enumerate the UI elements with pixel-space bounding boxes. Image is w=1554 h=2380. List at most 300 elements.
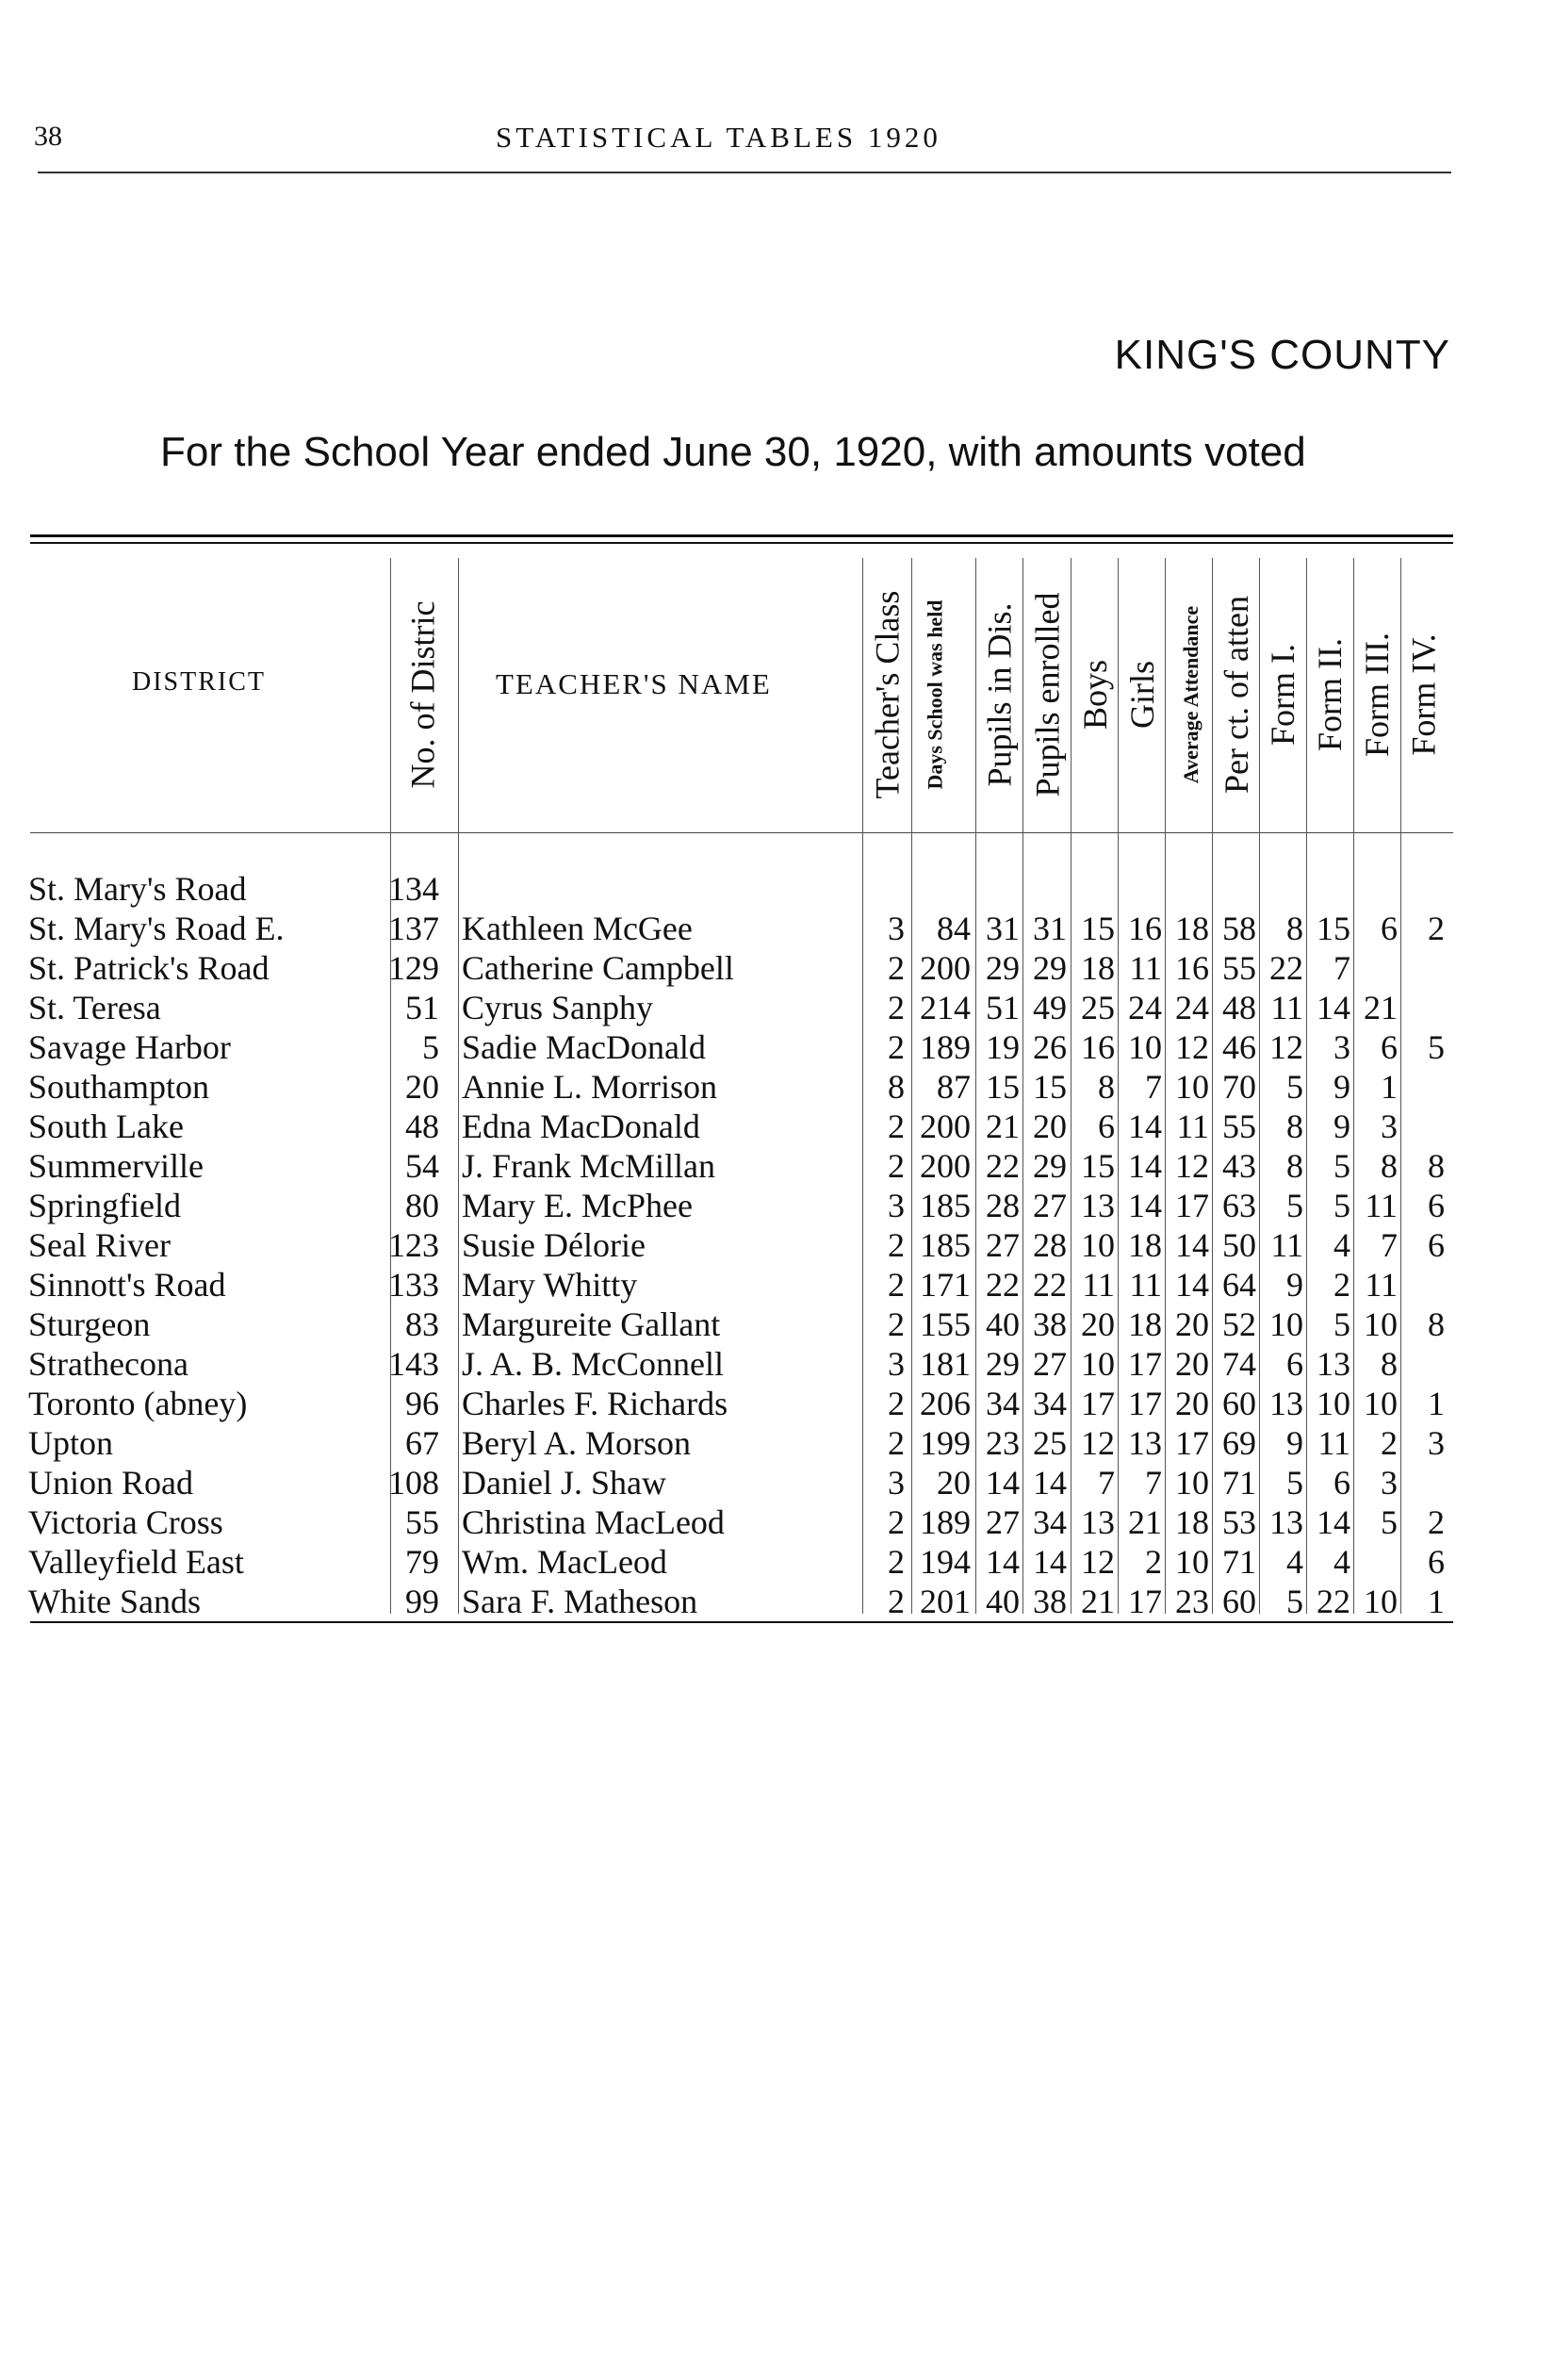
cell-girls: 17 — [1128, 1385, 1162, 1422]
cell-pct: 58 — [1222, 910, 1256, 947]
cell-f4: 6 — [1428, 1187, 1445, 1224]
cell-district: Sturgeon — [28, 1305, 151, 1343]
cell-district: Union Road — [28, 1464, 193, 1502]
cell-pct: 64 — [1222, 1266, 1256, 1304]
cell-class: 3 — [888, 1187, 905, 1224]
cell-f2: 22 — [1317, 1583, 1350, 1620]
cell-boys: 15 — [1081, 910, 1115, 947]
cell-f2: 14 — [1317, 1503, 1350, 1541]
cell-enrolled: 22 — [1033, 1266, 1067, 1304]
cell-teacher: Annie L. Morrison — [462, 1068, 717, 1106]
cell-f2: 5 — [1333, 1305, 1350, 1343]
cell-girls: 24 — [1128, 989, 1162, 1026]
cell-pct: 48 — [1222, 989, 1256, 1026]
cell-f4: 1 — [1428, 1385, 1445, 1422]
cell-boys: 12 — [1081, 1424, 1115, 1462]
cell-f2: 9 — [1333, 1108, 1350, 1145]
cell-district: Sinnott's Road — [28, 1266, 226, 1304]
cell-boys: 8 — [1098, 1068, 1115, 1106]
table-top-rule-2 — [30, 542, 1453, 544]
cell-enrolled: 49 — [1033, 989, 1067, 1026]
cell-pupils-dis: 15 — [986, 1068, 1020, 1106]
cell-class: 2 — [888, 1543, 905, 1581]
cell-no: 123 — [388, 1226, 439, 1264]
header-form-4: Form IV. — [1405, 633, 1444, 756]
table-row — [0, 1027, 1554, 1067]
cell-girls: 17 — [1128, 1345, 1162, 1383]
cell-f3: 5 — [1381, 1503, 1398, 1541]
cell-f2: 3 — [1333, 1028, 1350, 1066]
cell-days: 155 — [920, 1305, 971, 1343]
cell-pupils-dis: 34 — [986, 1385, 1020, 1422]
cell-class: 3 — [888, 1345, 905, 1383]
table-row — [0, 948, 1554, 988]
cell-f2: 6 — [1333, 1464, 1350, 1502]
cell-f1: 13 — [1269, 1503, 1303, 1541]
cell-class: 2 — [888, 1226, 905, 1264]
cell-teacher: Beryl A. Morson — [462, 1424, 691, 1462]
table-row — [0, 1344, 1554, 1384]
header-pupils-in-dis: Pupils in Dis. — [981, 602, 1020, 787]
cell-f1: 5 — [1286, 1068, 1303, 1106]
cell-girls: 18 — [1128, 1305, 1162, 1343]
cell-district: Strathecona — [28, 1345, 188, 1383]
cell-f1: 12 — [1269, 1028, 1303, 1066]
cell-district: Toronto (abney) — [28, 1385, 248, 1422]
cell-pct: 63 — [1222, 1187, 1256, 1224]
cell-teacher: J. A. B. McConnell — [462, 1345, 725, 1383]
cell-f1: 5 — [1286, 1583, 1303, 1620]
cell-girls: 16 — [1128, 910, 1162, 947]
cell-pupils-dis: 29 — [986, 949, 1020, 987]
cell-teacher: Edna MacDonald — [462, 1108, 700, 1145]
cell-f4: 5 — [1428, 1028, 1445, 1066]
cell-class: 2 — [888, 1108, 905, 1145]
header-teacher-name: TEACHER'S NAME — [496, 667, 772, 700]
cell-teacher: Charles F. Richards — [462, 1385, 728, 1422]
cell-avg: 18 — [1175, 1503, 1209, 1541]
table-row — [0, 1502, 1554, 1542]
cell-teacher: Wm. MacLeod — [462, 1543, 667, 1581]
cell-f3: 10 — [1364, 1583, 1398, 1620]
cell-girls: 7 — [1145, 1068, 1162, 1106]
table-row — [0, 1423, 1554, 1463]
cell-teacher: Daniel J. Shaw — [462, 1464, 666, 1502]
cell-f4: 6 — [1428, 1226, 1445, 1264]
cell-avg: 24 — [1175, 989, 1209, 1026]
table-row — [0, 1305, 1554, 1344]
cell-f3: 8 — [1381, 1345, 1398, 1383]
cell-f3: 2 — [1381, 1424, 1398, 1462]
cell-enrolled: 31 — [1033, 910, 1067, 947]
cell-class: 2 — [888, 1583, 905, 1620]
cell-no: 54 — [405, 1147, 439, 1185]
header-bottom-rule — [30, 832, 1453, 833]
cell-boys: 15 — [1081, 1147, 1115, 1185]
cell-class: 2 — [888, 1424, 905, 1462]
cell-class: 2 — [888, 1305, 905, 1343]
cell-class: 3 — [888, 910, 905, 947]
cell-teacher: Sadie MacDonald — [462, 1028, 706, 1066]
cell-f1: 6 — [1286, 1345, 1303, 1383]
cell-no: 79 — [405, 1543, 439, 1581]
cell-boys: 11 — [1082, 1266, 1115, 1304]
cell-f2: 7 — [1333, 949, 1350, 987]
cell-no: 5 — [422, 1028, 439, 1066]
cell-days: 194 — [920, 1543, 971, 1581]
header-form-1: Form I. — [1264, 644, 1301, 746]
cell-enrolled: 38 — [1033, 1583, 1067, 1620]
cell-district: St. Mary's Road E. — [28, 910, 285, 947]
cell-girls: 18 — [1128, 1226, 1162, 1264]
cell-enrolled: 26 — [1033, 1028, 1067, 1066]
cell-district: St. Mary's Road — [28, 870, 247, 908]
cell-enrolled: 27 — [1033, 1187, 1067, 1224]
cell-avg: 12 — [1175, 1028, 1209, 1066]
header-boys: Boys — [1076, 659, 1114, 730]
cell-f3: 10 — [1364, 1385, 1398, 1422]
cell-district: Victoria Cross — [28, 1503, 223, 1541]
cell-f3: 11 — [1365, 1187, 1398, 1224]
cell-f3: 3 — [1381, 1464, 1398, 1502]
cell-pct: 55 — [1222, 1108, 1256, 1145]
cell-district: Springfield — [28, 1187, 181, 1224]
cell-pct: 74 — [1222, 1345, 1256, 1383]
cell-no: 108 — [388, 1464, 439, 1502]
cell-days: 189 — [920, 1503, 971, 1541]
cell-pupils-dis: 22 — [986, 1266, 1020, 1304]
cell-f1: 9 — [1286, 1266, 1303, 1304]
cell-class: 2 — [888, 1147, 905, 1185]
cell-boys: 6 — [1098, 1108, 1115, 1145]
header-per-cent-attendance: Per ct. of atten — [1218, 596, 1256, 794]
cell-f1: 5 — [1286, 1464, 1303, 1502]
cell-girls: 7 — [1145, 1464, 1162, 1502]
cell-pct: 70 — [1222, 1068, 1256, 1106]
cell-avg: 12 — [1175, 1147, 1209, 1185]
cell-enrolled: 14 — [1033, 1464, 1067, 1502]
cell-f1: 11 — [1270, 1226, 1303, 1264]
cell-girls: 13 — [1128, 1424, 1162, 1462]
cell-girls: 11 — [1129, 949, 1162, 987]
cell-avg: 14 — [1175, 1266, 1209, 1304]
cell-no: 99 — [405, 1583, 439, 1620]
cell-pct: 43 — [1222, 1147, 1256, 1185]
table-row — [0, 1463, 1554, 1502]
cell-pupils-dis: 29 — [986, 1345, 1020, 1383]
table-row — [0, 1542, 1554, 1582]
cell-district: White Sands — [28, 1583, 201, 1620]
cell-f2: 9 — [1333, 1068, 1350, 1106]
cell-f2: 14 — [1317, 989, 1350, 1026]
head-rule — [38, 172, 1451, 173]
cell-district: St. Patrick's Road — [28, 949, 270, 987]
cell-f1: 4 — [1286, 1543, 1303, 1581]
table-row — [0, 1384, 1554, 1423]
cell-pupils-dis: 19 — [986, 1028, 1020, 1066]
header-form-3: Form III. — [1358, 632, 1397, 757]
table-top-rule — [30, 534, 1453, 537]
cell-enrolled: 38 — [1033, 1305, 1067, 1343]
cell-pupils-dis: 27 — [986, 1226, 1020, 1264]
cell-avg: 17 — [1175, 1424, 1209, 1462]
cell-enrolled: 20 — [1033, 1108, 1067, 1145]
cell-pupils-dis: 40 — [986, 1305, 1020, 1343]
cell-days: 200 — [920, 1147, 971, 1185]
header-girls: Girls — [1123, 661, 1161, 729]
cell-pupils-dis: 21 — [986, 1108, 1020, 1145]
cell-f1: 22 — [1269, 949, 1303, 987]
cell-f1: 9 — [1286, 1424, 1303, 1462]
cell-pupils-dis: 31 — [986, 910, 1020, 947]
table-row — [0, 1582, 1554, 1621]
table-row — [0, 909, 1554, 948]
cell-pct: 69 — [1222, 1424, 1256, 1462]
cell-f4: 8 — [1428, 1147, 1445, 1185]
cell-f2: 5 — [1333, 1187, 1350, 1224]
cell-pct: 46 — [1222, 1028, 1256, 1066]
cell-f3: 1 — [1381, 1068, 1398, 1106]
table-row — [0, 1067, 1554, 1107]
cell-no: 83 — [405, 1305, 439, 1343]
cell-teacher: Mary E. McPhee — [462, 1187, 693, 1224]
table-row — [0, 988, 1554, 1027]
cell-pct: 60 — [1222, 1385, 1256, 1422]
header-teachers-class: Teacher's Class — [868, 590, 907, 799]
cell-girls: 14 — [1128, 1108, 1162, 1145]
cell-teacher: Catherine Campbell — [462, 949, 734, 987]
cell-pct: 71 — [1222, 1543, 1256, 1581]
cell-f2: 4 — [1333, 1543, 1350, 1581]
table-row — [0, 1265, 1554, 1305]
page-number: 38 — [34, 121, 62, 152]
cell-f2: 11 — [1317, 1424, 1350, 1462]
cell-f1: 13 — [1269, 1385, 1303, 1422]
cell-days: 171 — [920, 1266, 971, 1304]
cell-f2: 4 — [1333, 1226, 1350, 1264]
cell-teacher: Mary Whitty — [462, 1266, 638, 1304]
cell-boys: 10 — [1081, 1226, 1115, 1264]
cell-girls: 10 — [1128, 1028, 1162, 1066]
cell-f3: 8 — [1381, 1147, 1398, 1185]
cell-pupils-dis: 23 — [986, 1424, 1020, 1462]
cell-f2: 5 — [1333, 1147, 1350, 1185]
cell-district: Upton — [28, 1424, 113, 1462]
cell-no: 137 — [388, 910, 439, 947]
cell-days: 20 — [937, 1464, 971, 1502]
cell-pct: 53 — [1222, 1503, 1256, 1541]
cell-avg: 10 — [1175, 1543, 1209, 1581]
cell-days: 84 — [937, 910, 971, 947]
cell-f3: 6 — [1381, 910, 1398, 947]
cell-no: 96 — [405, 1385, 439, 1422]
cell-no: 67 — [405, 1424, 439, 1462]
cell-avg: 16 — [1175, 949, 1209, 987]
cell-days: 200 — [920, 1108, 971, 1145]
cell-girls: 21 — [1128, 1503, 1162, 1541]
cell-no: 143 — [388, 1345, 439, 1383]
table-row — [0, 1186, 1554, 1225]
cell-girls: 14 — [1128, 1147, 1162, 1185]
cell-boys: 13 — [1081, 1187, 1115, 1224]
cell-girls: 17 — [1128, 1583, 1162, 1620]
cell-boys: 18 — [1081, 949, 1115, 987]
cell-f2: 13 — [1317, 1345, 1350, 1383]
cell-district: South Lake — [28, 1108, 184, 1145]
cell-f1: 8 — [1286, 1108, 1303, 1145]
cell-f2: 15 — [1317, 910, 1350, 947]
cell-class: 2 — [888, 1028, 905, 1066]
county-title: KING'S COUNTY — [1114, 332, 1450, 378]
cell-f3: 6 — [1381, 1028, 1398, 1066]
cell-boys: 21 — [1081, 1583, 1115, 1620]
cell-avg: 17 — [1175, 1187, 1209, 1224]
cell-f4: 8 — [1428, 1305, 1445, 1343]
cell-class: 2 — [888, 949, 905, 987]
cell-pct: 71 — [1222, 1464, 1256, 1502]
cell-f1: 8 — [1286, 910, 1303, 947]
cell-teacher: Kathleen McGee — [462, 910, 693, 947]
cell-no: 80 — [405, 1187, 439, 1224]
cell-days: 200 — [920, 949, 971, 987]
cell-days: 87 — [937, 1068, 971, 1106]
cell-no: 55 — [405, 1503, 439, 1541]
cell-pct: 60 — [1222, 1583, 1256, 1620]
cell-district: Seal River — [28, 1226, 171, 1264]
cell-pct: 55 — [1222, 949, 1256, 987]
table-subtitle: For the School Year ended June 30, 1920, with amounts voted — [160, 429, 1306, 475]
cell-f3: 11 — [1365, 1266, 1398, 1304]
cell-f4: 3 — [1428, 1424, 1445, 1462]
cell-f3: 10 — [1364, 1305, 1398, 1343]
table-row — [0, 869, 1554, 909]
cell-no: 129 — [388, 949, 439, 987]
cell-class: 8 — [888, 1068, 905, 1106]
cell-f1: 10 — [1269, 1305, 1303, 1343]
cell-f3: 7 — [1381, 1226, 1398, 1264]
cell-no: 51 — [405, 989, 439, 1026]
cell-district: St. Teresa — [28, 989, 161, 1026]
cell-f3: 3 — [1381, 1108, 1398, 1145]
cell-pupils-dis: 14 — [986, 1464, 1020, 1502]
cell-avg: 23 — [1175, 1583, 1209, 1620]
cell-days: 185 — [920, 1187, 971, 1224]
cell-teacher: Margureite Gallant — [462, 1305, 721, 1343]
cell-enrolled: 34 — [1033, 1385, 1067, 1422]
cell-avg: 10 — [1175, 1464, 1209, 1502]
cell-class: 2 — [888, 1266, 905, 1304]
cell-pct: 52 — [1222, 1305, 1256, 1343]
cell-boys: 7 — [1098, 1464, 1115, 1502]
cell-district: Summerville — [28, 1147, 204, 1185]
cell-class: 2 — [888, 1503, 905, 1541]
cell-f4: 6 — [1428, 1543, 1445, 1581]
cell-boys: 16 — [1081, 1028, 1115, 1066]
cell-pupils-dis: 51 — [986, 989, 1020, 1026]
cell-f3: 21 — [1364, 989, 1398, 1026]
cell-days: 199 — [920, 1424, 971, 1462]
cell-avg: 20 — [1175, 1305, 1209, 1343]
table-row — [0, 1107, 1554, 1146]
cell-avg: 20 — [1175, 1345, 1209, 1383]
header-no-of-district: No. of Distric — [403, 600, 441, 789]
cell-days: 185 — [920, 1226, 971, 1264]
cell-avg: 20 — [1175, 1385, 1209, 1422]
cell-district: Southampton — [28, 1068, 210, 1106]
cell-girls: 14 — [1128, 1187, 1162, 1224]
cell-pupils-dis: 14 — [986, 1543, 1020, 1581]
cell-boys: 25 — [1081, 989, 1115, 1026]
cell-f4: 1 — [1428, 1583, 1445, 1620]
table-row — [0, 1225, 1554, 1265]
cell-enrolled: 15 — [1033, 1068, 1067, 1106]
running-title: STATISTICAL TABLES 1920 — [496, 121, 941, 154]
cell-girls: 11 — [1129, 1266, 1162, 1304]
cell-enrolled: 14 — [1033, 1543, 1067, 1581]
header-form-2: Form II. — [1311, 638, 1349, 751]
header-days-school-held: Days School was held — [924, 599, 947, 790]
header-pupils-enrolled: Pupils enrolled — [1028, 592, 1067, 797]
cell-avg: 18 — [1175, 910, 1209, 947]
header-district: DISTRICT — [132, 667, 266, 697]
cell-f4: 2 — [1428, 910, 1445, 947]
cell-f1: 8 — [1286, 1147, 1303, 1185]
cell-enrolled: 34 — [1033, 1503, 1067, 1541]
cell-days: 181 — [920, 1345, 971, 1383]
cell-avg: 11 — [1176, 1108, 1209, 1145]
cell-days: 189 — [920, 1028, 971, 1066]
cell-days: 206 — [920, 1385, 971, 1422]
header-average-attendance: Average Attendance — [1179, 605, 1202, 784]
cell-class: 2 — [888, 1385, 905, 1422]
cell-no: 134 — [388, 870, 439, 908]
cell-teacher: Susie Délorie — [462, 1226, 646, 1264]
cell-teacher: J. Frank McMillan — [462, 1147, 715, 1185]
cell-class: 2 — [888, 989, 905, 1026]
cell-boys: 10 — [1081, 1345, 1115, 1383]
table-bottom-rule — [30, 1621, 1453, 1623]
cell-no: 133 — [388, 1266, 439, 1304]
cell-days: 201 — [920, 1583, 971, 1620]
cell-enrolled: 29 — [1033, 949, 1067, 987]
cell-girls: 2 — [1145, 1543, 1162, 1581]
cell-enrolled: 28 — [1033, 1226, 1067, 1264]
cell-teacher: Sara F. Matheson — [462, 1583, 698, 1620]
table-row — [0, 1146, 1554, 1186]
cell-f4: 2 — [1428, 1503, 1445, 1541]
cell-pupils-dis: 27 — [986, 1503, 1020, 1541]
cell-district: Savage Harbor — [28, 1028, 231, 1066]
cell-pupils-dis: 28 — [986, 1187, 1020, 1224]
cell-f1: 11 — [1270, 989, 1303, 1026]
cell-boys: 13 — [1081, 1503, 1115, 1541]
cell-boys: 12 — [1081, 1543, 1115, 1581]
cell-pupils-dis: 22 — [986, 1147, 1020, 1185]
cell-avg: 14 — [1175, 1226, 1209, 1264]
cell-enrolled: 25 — [1033, 1424, 1067, 1462]
cell-class: 3 — [888, 1464, 905, 1502]
cell-f1: 5 — [1286, 1187, 1303, 1224]
cell-enrolled: 27 — [1033, 1345, 1067, 1383]
cell-teacher: Christina MacLeod — [462, 1503, 725, 1541]
running-head — [34, 113, 1448, 160]
cell-pupils-dis: 40 — [986, 1583, 1020, 1620]
cell-enrolled: 29 — [1033, 1147, 1067, 1185]
cell-no: 20 — [405, 1068, 439, 1106]
cell-avg: 10 — [1175, 1068, 1209, 1106]
cell-f2: 2 — [1333, 1266, 1350, 1304]
cell-district: Valleyfield East — [28, 1543, 244, 1581]
